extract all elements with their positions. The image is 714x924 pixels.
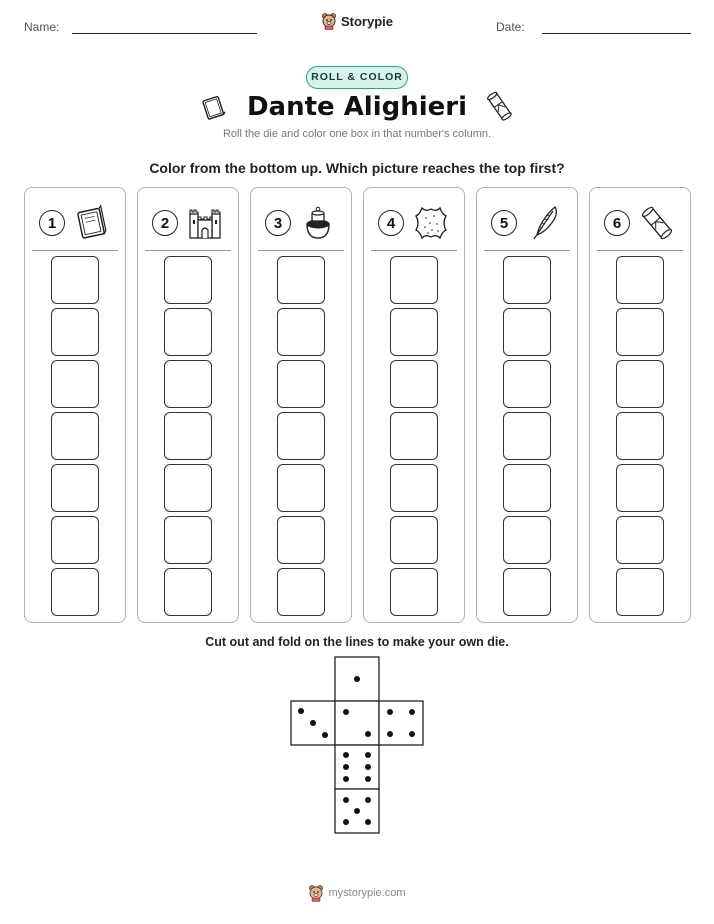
color-box[interactable] bbox=[390, 516, 438, 564]
column-number: 4 bbox=[378, 210, 404, 236]
color-box[interactable] bbox=[164, 412, 212, 460]
inkwell-icon bbox=[299, 204, 337, 242]
date-line[interactable] bbox=[542, 33, 691, 34]
die-face-6 bbox=[335, 745, 379, 789]
color-box[interactable] bbox=[51, 256, 99, 304]
color-box[interactable] bbox=[390, 360, 438, 408]
color-box[interactable] bbox=[503, 412, 551, 460]
color-box[interactable] bbox=[503, 464, 551, 512]
color-box[interactable] bbox=[390, 412, 438, 460]
box-stack bbox=[364, 256, 464, 616]
color-box[interactable] bbox=[277, 516, 325, 564]
box-stack bbox=[590, 256, 690, 616]
book-icon bbox=[199, 92, 229, 122]
color-box[interactable] bbox=[616, 256, 664, 304]
scroll-icon bbox=[638, 204, 676, 242]
color-box[interactable] bbox=[277, 256, 325, 304]
title-row bbox=[0, 90, 714, 124]
column-number: 3 bbox=[265, 210, 291, 236]
color-box[interactable] bbox=[51, 568, 99, 616]
name-label: Name: bbox=[24, 20, 60, 34]
column-6 bbox=[589, 187, 691, 623]
box-stack bbox=[251, 256, 351, 616]
color-box[interactable] bbox=[51, 360, 99, 408]
color-box[interactable] bbox=[164, 464, 212, 512]
book-icon bbox=[73, 204, 111, 242]
box-stack bbox=[138, 256, 238, 616]
footer-url: mystorypie.com bbox=[328, 887, 406, 899]
color-columns bbox=[24, 187, 691, 623]
page-title: Dante Alighieri bbox=[246, 92, 468, 122]
subtitle: Roll the die and color one box in that number's column. bbox=[222, 128, 492, 140]
color-box[interactable] bbox=[390, 464, 438, 512]
column-number: 5 bbox=[491, 210, 517, 236]
color-box[interactable] bbox=[503, 568, 551, 616]
color-box[interactable] bbox=[390, 308, 438, 356]
column-2 bbox=[137, 187, 239, 623]
activity-badge: ROLL & COLOR bbox=[306, 66, 408, 89]
name-line[interactable] bbox=[72, 33, 257, 34]
color-box[interactable] bbox=[390, 256, 438, 304]
die-face-2 bbox=[335, 701, 379, 745]
color-box[interactable] bbox=[51, 464, 99, 512]
date-label: Date: bbox=[496, 20, 525, 34]
bear-mascot-icon bbox=[308, 884, 324, 902]
die-net bbox=[290, 656, 424, 834]
color-box[interactable] bbox=[164, 308, 212, 356]
color-box[interactable] bbox=[277, 308, 325, 356]
color-box[interactable] bbox=[51, 516, 99, 564]
color-box[interactable] bbox=[616, 568, 664, 616]
brand-name: Storypie bbox=[340, 13, 393, 29]
column-number: 6 bbox=[604, 210, 630, 236]
parchment-icon bbox=[412, 204, 450, 242]
color-box[interactable] bbox=[616, 360, 664, 408]
color-box[interactable] bbox=[616, 412, 664, 460]
footer bbox=[0, 884, 714, 902]
color-box[interactable] bbox=[164, 360, 212, 408]
color-box[interactable] bbox=[277, 568, 325, 616]
column-number: 2 bbox=[152, 210, 178, 236]
color-box[interactable] bbox=[51, 308, 99, 356]
color-box[interactable] bbox=[503, 360, 551, 408]
quill-icon bbox=[525, 204, 563, 242]
castle-icon bbox=[186, 204, 224, 242]
column-1 bbox=[24, 187, 126, 623]
scroll-icon bbox=[485, 90, 515, 124]
instruction-text: Color from the bottom up. Which picture reaches the top first? bbox=[149, 160, 565, 176]
column-4 bbox=[363, 187, 465, 623]
color-box[interactable] bbox=[277, 412, 325, 460]
column-number: 1 bbox=[39, 210, 65, 236]
color-box[interactable] bbox=[616, 308, 664, 356]
color-box[interactable] bbox=[164, 256, 212, 304]
box-stack bbox=[477, 256, 577, 616]
column-3 bbox=[250, 187, 352, 623]
box-stack bbox=[25, 256, 125, 616]
color-box[interactable] bbox=[164, 516, 212, 564]
bear-mascot-icon bbox=[321, 12, 337, 30]
cut-instruction: Cut out and fold on the lines to make your own die. bbox=[205, 635, 509, 649]
brand-logo bbox=[0, 12, 714, 30]
color-box[interactable] bbox=[277, 464, 325, 512]
color-box[interactable] bbox=[390, 568, 438, 616]
color-box[interactable] bbox=[51, 412, 99, 460]
color-box[interactable] bbox=[616, 464, 664, 512]
color-box[interactable] bbox=[503, 308, 551, 356]
column-5 bbox=[476, 187, 578, 623]
color-box[interactable] bbox=[503, 256, 551, 304]
die-face-4 bbox=[379, 701, 423, 745]
color-box[interactable] bbox=[277, 360, 325, 408]
color-box[interactable] bbox=[616, 516, 664, 564]
color-box[interactable] bbox=[164, 568, 212, 616]
color-box[interactable] bbox=[503, 516, 551, 564]
